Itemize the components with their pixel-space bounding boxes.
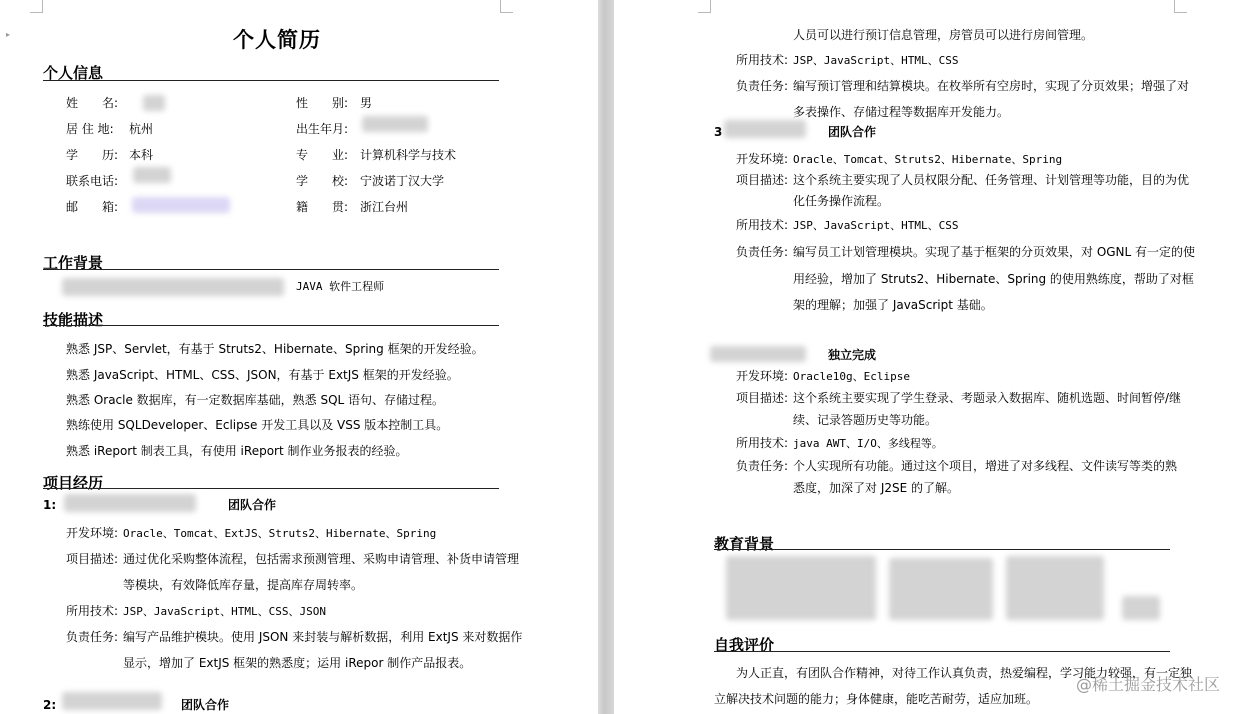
section-rule [43,488,499,489]
major-label: 专 业: [296,148,349,162]
section-heading-skills: 技能描述 [43,311,104,329]
major-value: 计算机科学与技术 [360,148,457,162]
duty-label: 负责任务: [736,459,789,473]
desc-value: 这个系统主要实现了人员权限分配、任务管理、计划管理等功能，目的为优 [793,173,1190,187]
work-role: JAVA 软件工程师 [296,280,385,293]
section-heading-self-evaluation: 自我评价 [714,636,775,654]
email-label: 邮 箱: [66,200,119,214]
desc-value-cont: 人员可以进行预订信息管理，房管员可以进行房间管理。 [793,28,1094,42]
phone-label: 联系电话: [66,174,119,188]
duty-value-cont: 显示，增加了 ExtJS 框架的熟悉度；运用 iRepor 制作产品报表。 [123,656,472,670]
redacted-phone [133,167,171,183]
duty-label: 负责任务: [66,630,119,644]
gender-label: 性 别: [296,96,349,110]
crop-mark [698,0,711,13]
section-heading-work: 工作背景 [43,254,104,272]
project-number: 2: [43,698,57,712]
duty-value-cont: 架的理解；加强了 JavaScript 基础。 [793,298,993,312]
desc-value-cont: 化任务操作流程。 [793,194,890,208]
page-gutter [598,0,614,714]
duty-value-cont: 多表操作、存储过程等数据库开发能力。 [793,105,1010,119]
desc-label: 项目描述: [66,552,119,566]
project-tag: 团队合作 [828,125,877,139]
redacted-project-name [64,494,196,512]
skill-item: 熟悉 Oracle 数据库，有一定数据库基础，熟悉 SQL 语句、存储过程。 [66,393,445,407]
duty-value: 编写预订管理和结算模块。在枚举所有空房时，实现了分页效果；增强了对 [793,79,1190,93]
redacted-project-name [710,346,806,362]
desc-value-cont: 等模块，有效降低库存量，提高库存周转率。 [123,578,364,592]
duty-value-cont: 悉度，加深了对 J2SE 的了解。 [793,481,960,495]
redacted-education [1122,596,1160,620]
resume-page-1 [0,0,598,714]
tech-value: JSP、JavaScript、HTML、CSS [793,219,959,232]
duty-value: 个人实现所有功能。通过这个项目，增进了对多线程、文件读写等类的熟 [793,459,1178,473]
desc-value: 通过优化采购整体流程，包括需求预测管理、采购申请管理、补货申请管理 [123,552,520,566]
redacted-education [889,558,993,620]
section-rule [714,651,1170,652]
duty-value: 编写产品维护模块。使用 JSON 来封装与解析数据，利用 ExtJS 来对数据作 [123,630,523,644]
env-value: Oracle10g、Eclipse [793,370,910,383]
native-place-label: 籍 贯: [296,200,349,214]
residence-label: 居 住 地: [66,122,114,136]
education-label: 学 历: [66,148,119,162]
tech-label: 所用技术: [736,218,789,232]
env-label: 开发环境: [736,152,789,166]
section-heading-personal: 个人信息 [43,64,104,82]
tech-value: JSP、JavaScript、HTML、CSS [793,54,959,67]
crop-mark [1174,0,1187,13]
project-tag: 独立完成 [828,348,877,362]
section-rule [43,325,499,326]
project-number: 1: [43,498,57,512]
skill-item: 熟悉 iReport 制表工具，有使用 iReport 制作业务报表的经验。 [66,444,408,458]
desc-value-cont: 续、记录答题历史等功能。 [793,413,938,427]
redacted-email [132,197,230,213]
section-rule [714,549,1170,550]
gender-value: 男 [360,96,373,110]
redacted-education [726,556,876,620]
redacted-name [143,95,165,111]
self-evaluation: 为人正直，有团队合作精神，对待工作认真负责，热爱编程，学习能力较强，有一定独 [736,666,1193,680]
desc-label: 项目描述: [736,173,789,187]
env-label: 开发环境: [736,369,789,383]
school-value: 宁波诺丁汉大学 [360,174,445,188]
tech-label: 所用技术: [66,604,119,618]
school-label: 学 校: [296,174,349,188]
duty-label: 负责任务: [736,79,789,93]
birth-label: 出生年月: [296,122,349,136]
tech-label: 所用技术: [736,53,789,67]
residence-value: 杭州 [129,122,154,136]
section-heading-education: 教育背景 [714,535,775,553]
native-place-value: 浙江台州 [360,200,409,214]
education-value: 本科 [129,148,154,162]
resume-page-2 [614,0,1240,714]
tech-label: 所用技术: [736,436,789,450]
crop-mark [30,0,43,13]
env-value: Oracle、Tomcat、ExtJS、Struts2、Hibernate、Spring [123,527,437,540]
desc-value: 这个系统主要实现了学生登录、考题录入数据库、随机选题、时间暂停/继 [793,391,1182,405]
duty-value-cont: 用经验，增加了 Struts2、Hibernate、Spring 的使用熟练度，帮助了对框 [793,272,1194,286]
watermark: @稀土掘金技术社区 [1075,675,1220,694]
tech-value: JSP、JavaScript、HTML、CSS、JSON [123,605,326,618]
name-label: 姓 名: [66,96,119,110]
redacted-project-name [62,692,162,710]
margin-dot: ▸ [6,30,11,39]
desc-label: 项目描述: [736,391,789,405]
resume-title: 个人简历 [233,28,321,52]
section-rule [43,80,499,81]
project-tag: 团队合作 [181,698,230,712]
project-number: 3 [714,125,723,139]
self-evaluation-cont: 立解决技术问题的能力；身体健康，能吃苦耐劳，适应加班。 [714,692,1039,706]
redacted-education [1006,556,1104,620]
skill-item: 熟悉 JSP、Servlet，有基于 Struts2、Hibernate、Spring 框架的开发经验。 [66,342,484,356]
redacted-company [62,278,284,296]
redacted-project-name [724,120,806,138]
section-heading-projects: 项目经历 [43,474,104,492]
skill-item: 熟练使用 SQLDeveloper、Eclipse 开发工具以及 VSS 版本控制工具。 [66,418,449,432]
duty-value: 编写员工计划管理模块。实现了基于框架的分页效果，对 OGNL 有一定的使 [793,245,1196,259]
skill-item: 熟悉 JavaScript、HTML、CSS、JSON，有基于 ExtJS 框架的开发经验。 [66,368,459,382]
project-tag: 团队合作 [228,498,277,512]
crop-mark [500,0,513,13]
section-rule [43,269,499,270]
env-label: 开发环境: [66,526,119,540]
tech-value: java AWT、I/O、多线程等。 [793,437,943,450]
redacted-birth [362,116,428,132]
env-value: Oracle、Tomcat、Struts2、Hibernate、Spring [793,153,1063,166]
duty-label: 负责任务: [736,245,789,259]
